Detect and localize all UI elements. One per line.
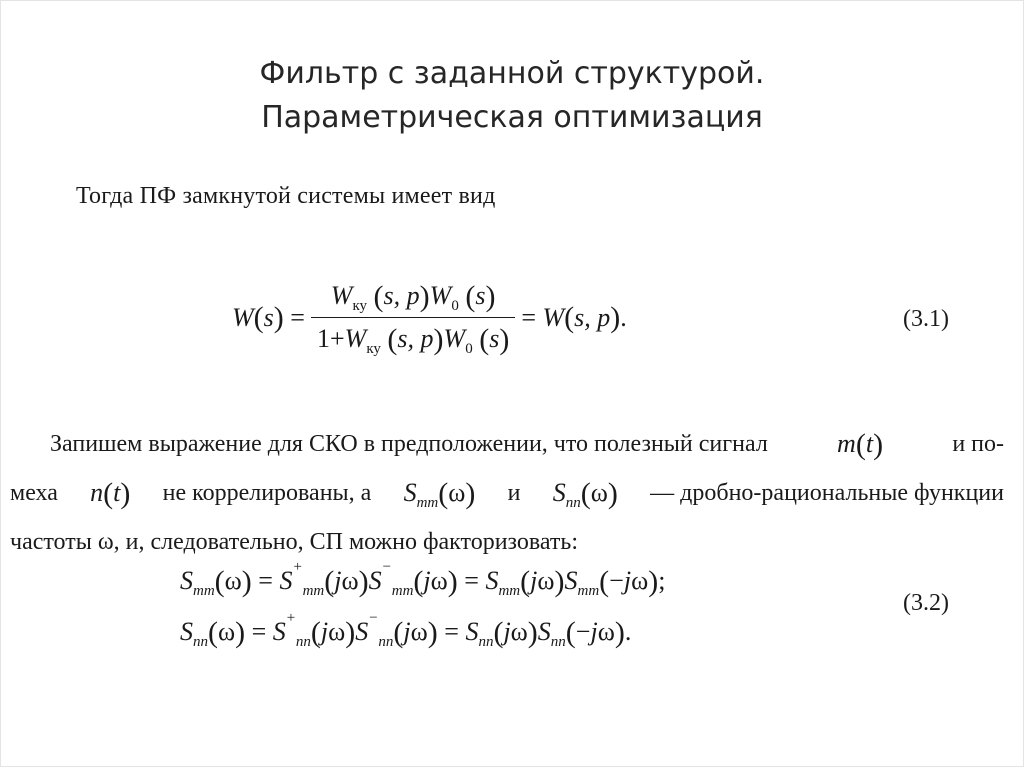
- paragraph-line-2: меха n(t) не коррелированы, а $S_{mm}(\omega)$ и $S_{nn}(\omega)$ — дробно-рациональные функции: [10, 477, 1004, 512]
- eq2-row-1: $S_{mm}(\omega) = S_{^+mm}(j\omega)S_{^-mm}(j\omega) = S_{mm}(j\omega)S_{mm}(-j\omega)$;: [180, 559, 666, 600]
- intro-text: Тогда ПФ замкнутой системы имеет вид: [76, 183, 496, 209]
- paragraph-line-1: Запишем выражение для СКО в предположении, что полезный сигнал m(t) и по-: [50, 428, 1004, 461]
- equation-number-3-2: (3.2): [903, 590, 949, 616]
- eq1-lhs-arg: s: [263, 303, 274, 332]
- eq2-row-2: $S_{nn}(\omega) = S_{^+nn}(j\omega)S_{^-nn}(j\omega) = S_{nn}(j\omega)S_{nn}(-j\omega)$.: [180, 610, 632, 651]
- slide-title-line-2: Параметрическая оптимизация: [261, 100, 763, 135]
- eq1-fraction: [311, 280, 515, 357]
- slide-title-line-1: Фильтр с заданной структурой.: [259, 56, 765, 91]
- equation-3-2: [180, 556, 665, 658]
- equation-3-1: W ( s ) = $\frac{W_{ку} (s, p)W_0 (s)}{1+W_{ку} (s, p)W_0 (s)}$ = W ( s, p ) .: [232, 279, 627, 357]
- paragraph-line-3: частоты ω, и, следовательно, СП можно факторизовать:: [10, 529, 579, 555]
- slide-title: [0, 52, 1024, 140]
- body-paragraph: [10, 420, 1004, 566]
- equation-number-3-1: (3.1): [903, 306, 949, 332]
- eq1-denominator: $1+W_{ку}$ (s, $p)W_0$ (s): [311, 317, 515, 357]
- eq1-numerator: $W_{ку}$ (s, $p)W_0$ (s): [330, 279, 496, 314]
- eq1-lhs-symbol: W: [232, 303, 254, 332]
- eq1-rhs-symbol: W: [542, 303, 565, 332]
- eq1-rhs-args: s, p: [574, 303, 611, 332]
